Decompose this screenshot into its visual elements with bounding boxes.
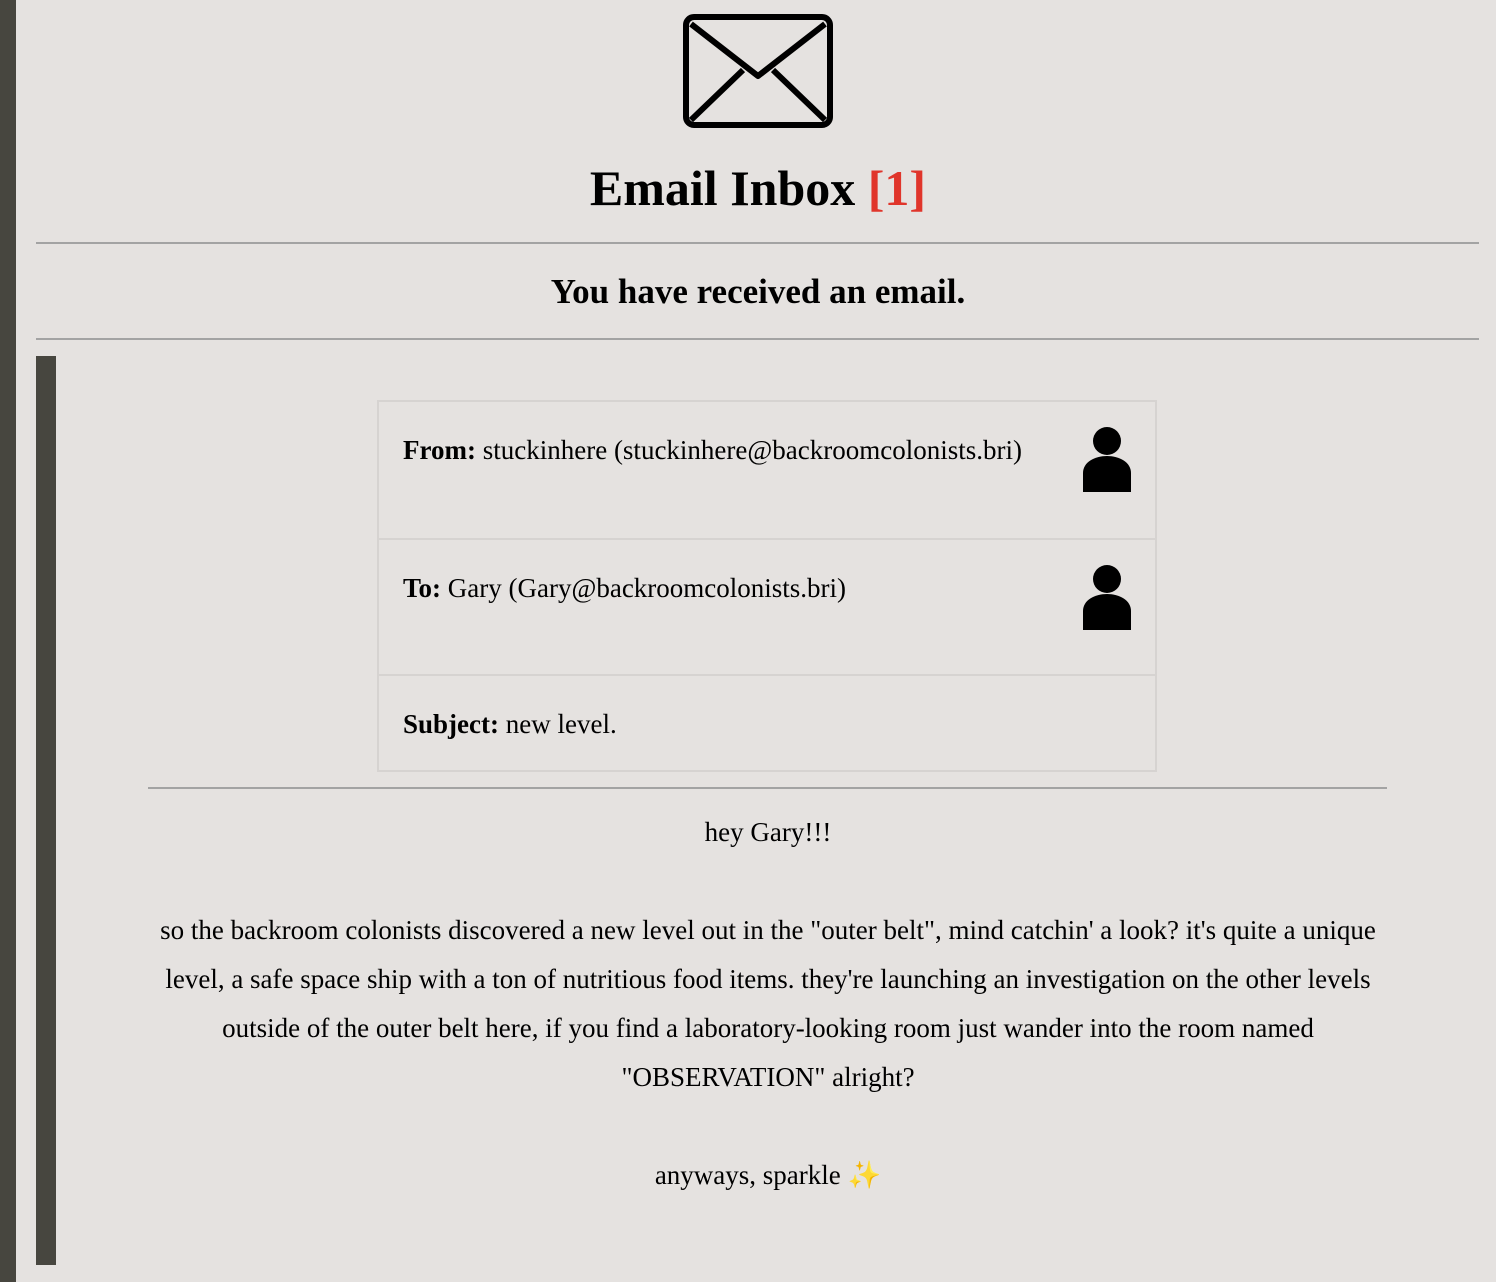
from-label: From: bbox=[403, 435, 476, 465]
email-header-table bbox=[377, 400, 1157, 772]
person-icon bbox=[1083, 564, 1131, 630]
page-title bbox=[0, 158, 1496, 218]
from-row bbox=[379, 402, 1155, 538]
inbox-title-text: Email Inbox bbox=[589, 160, 856, 216]
to-label: To: bbox=[403, 573, 442, 603]
subject-row bbox=[379, 674, 1155, 770]
greeting: hey Gary!!! bbox=[704, 817, 832, 847]
message-quote-bar bbox=[36, 356, 56, 1265]
from-value: stuckinhere (stuckinhere@backroomcolonists.bri) bbox=[482, 435, 1022, 465]
to-row bbox=[379, 538, 1155, 674]
subject-label: Subject: bbox=[403, 709, 499, 739]
message-paragraph: so the backroom colonists discovered a new level out in the "outer belt", mind catchin' a look? it's quite a unique level, a safe space ship with a ton of nutritious food items. they're launching an investigation on the other levels outside of the outer belt here, if you find a laboratory-looking room just wander into the room named "OBSERVATION" alright? bbox=[160, 915, 1376, 1092]
signoff: anyways, sparkle bbox=[654, 1160, 841, 1190]
divider bbox=[36, 338, 1479, 340]
unread-count-badge: [1] bbox=[867, 160, 927, 216]
received-notice: You have received an email. bbox=[550, 272, 966, 311]
subject-value: new level. bbox=[505, 709, 617, 739]
email-body bbox=[160, 808, 1376, 1200]
to-value: Gary (Gary@backroomcolonists.bri) bbox=[447, 573, 847, 603]
signoff-line bbox=[160, 1151, 1376, 1200]
divider bbox=[36, 242, 1479, 244]
divider bbox=[148, 787, 1387, 789]
person-icon bbox=[1083, 426, 1131, 492]
envelope-icon bbox=[683, 14, 833, 128]
sparkle-icon: ✨ bbox=[847, 1160, 882, 1190]
